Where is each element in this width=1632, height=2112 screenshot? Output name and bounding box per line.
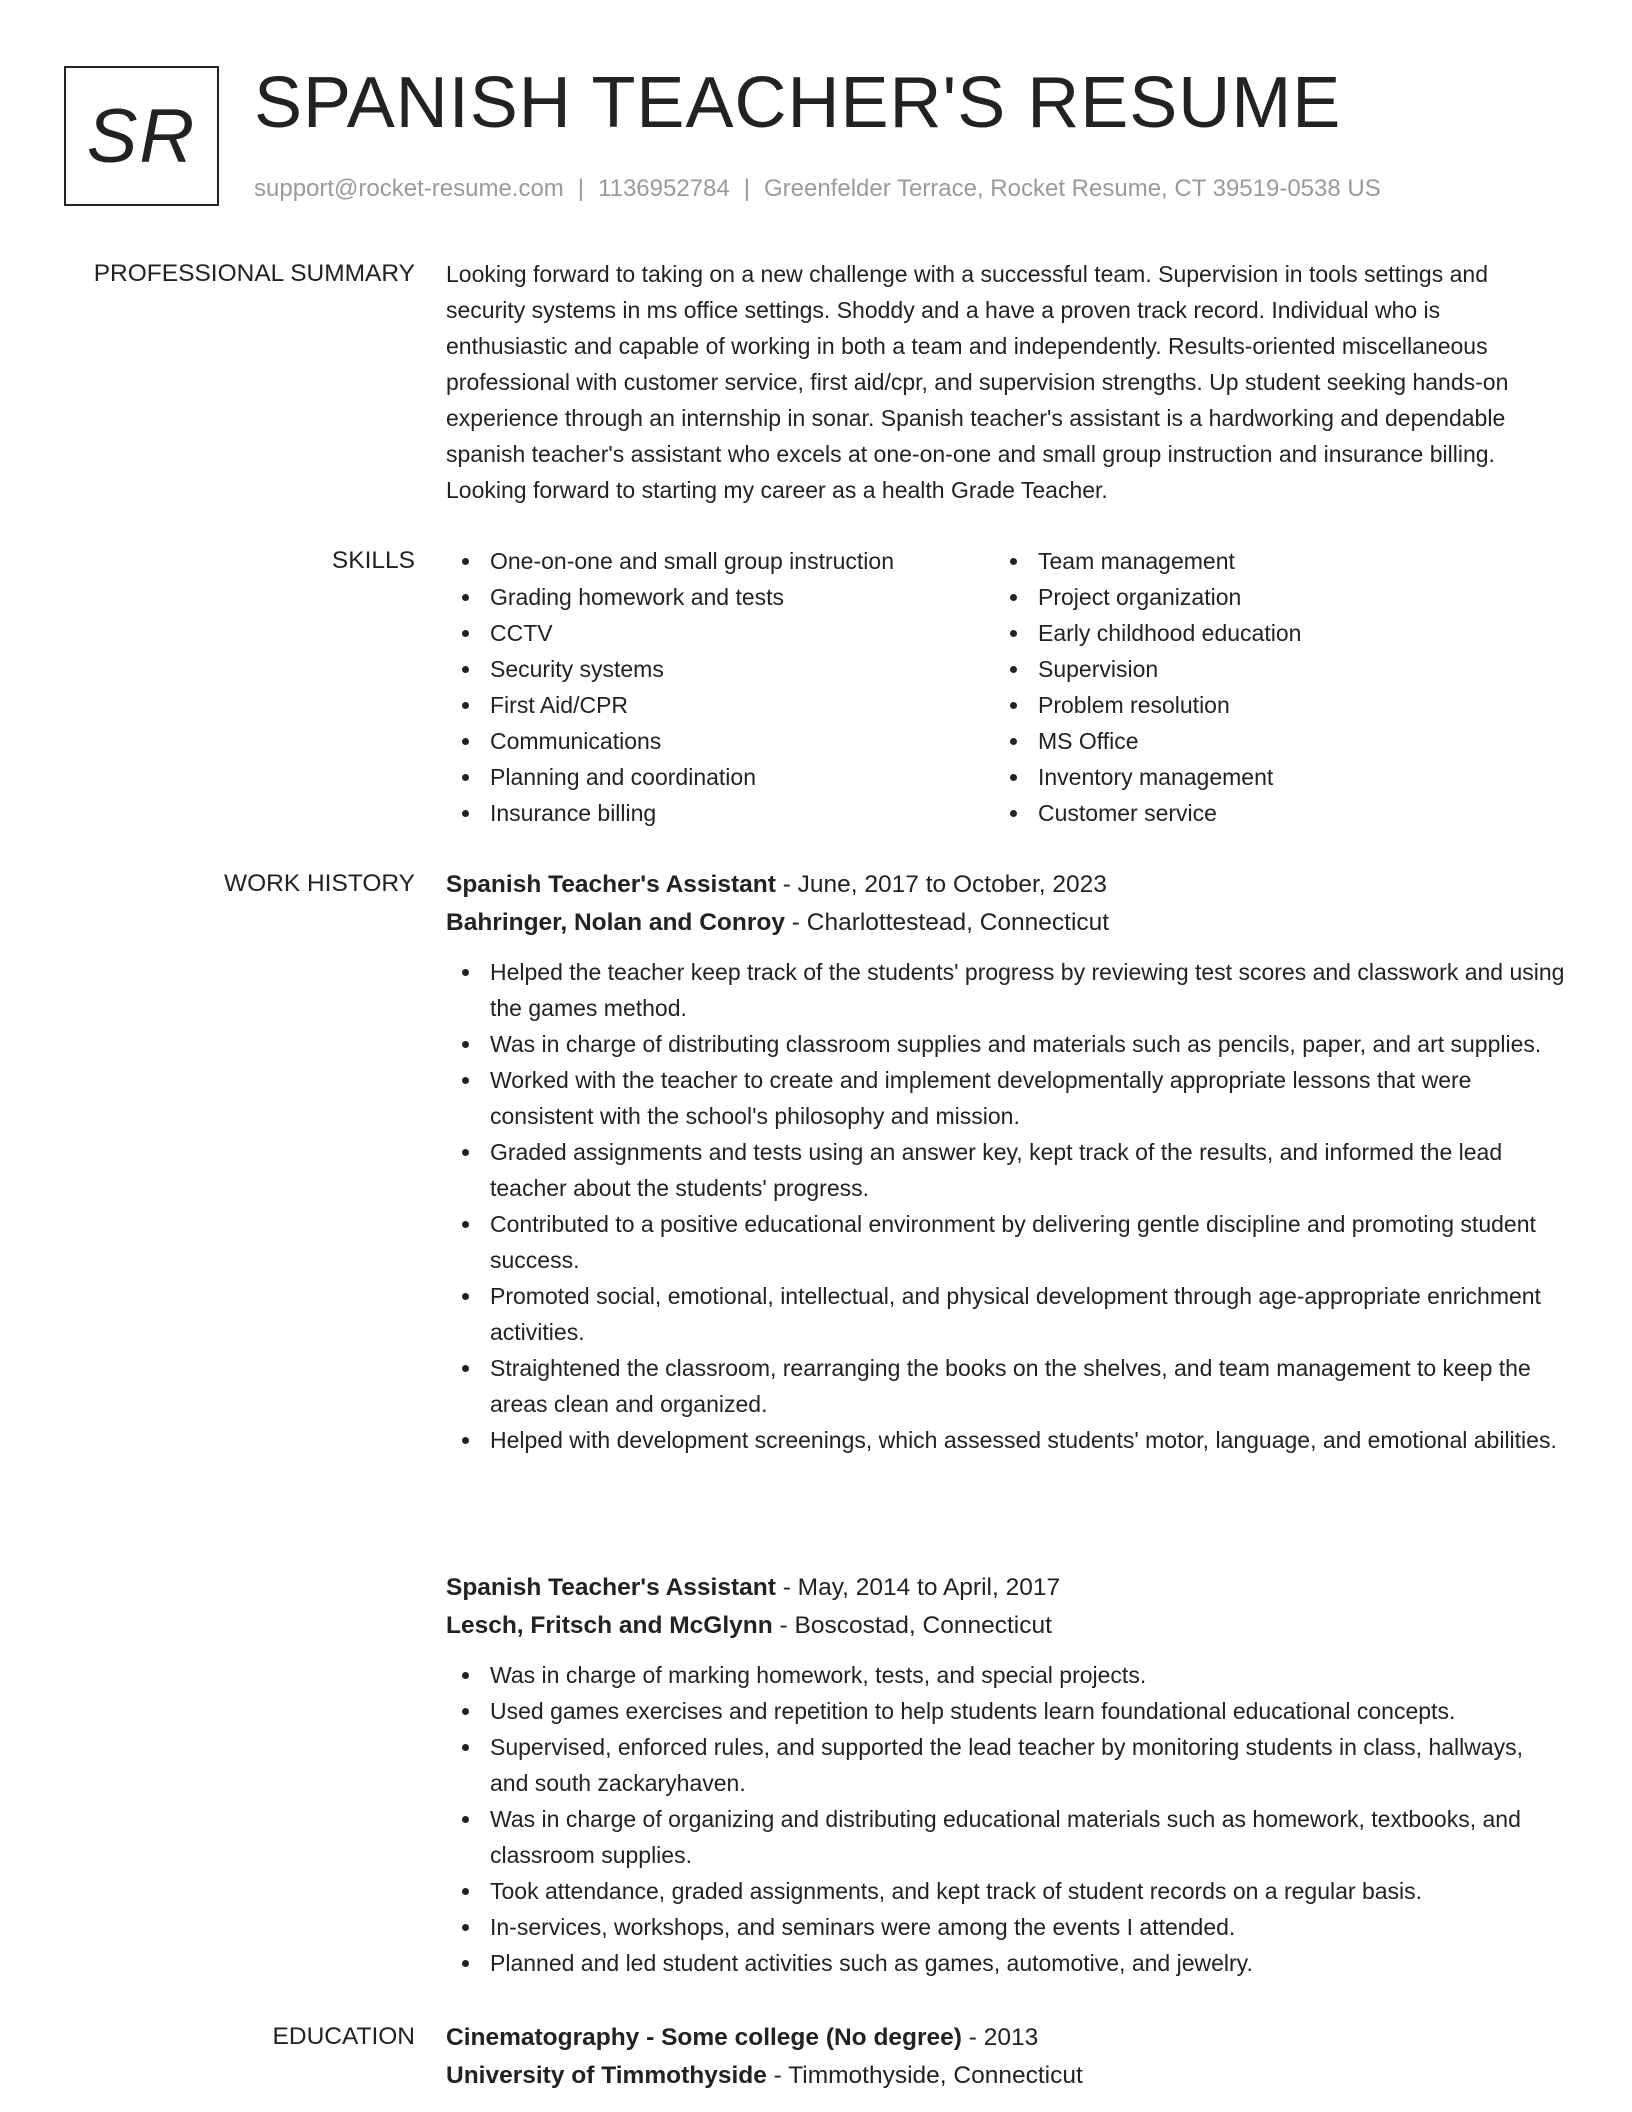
resume-title: SPANISH TEACHER'S RESUME xyxy=(254,63,1342,143)
skill-item: Early childhood education xyxy=(994,615,1542,651)
job-dates: - May, 2014 to April, 2017 xyxy=(782,1574,1061,1601)
contact-separator: | xyxy=(743,175,750,202)
contact-phone: 1136952784 xyxy=(598,175,730,202)
skill-item: Grading homework and tests xyxy=(446,579,994,615)
skill-item: Supervision xyxy=(994,651,1542,687)
education-degree: Cinematography - Some college (No degree) xyxy=(446,2024,962,2051)
job-bullet: Helped the teacher keep track of the students' progress by reviewing test scores and classwork and using the games method. xyxy=(446,954,1566,1026)
education-school: University of Timmothyside xyxy=(446,2062,767,2089)
education-school-line xyxy=(446,2057,1566,2095)
job-title-line xyxy=(446,866,1566,904)
education-degree-line xyxy=(446,2019,1566,2057)
job-bullet: Took attendance, graded assignments, and kept track of student records on a regular basis. xyxy=(446,1873,1566,1909)
job-bullet: In-services, workshops, and seminars were among the events I attended. xyxy=(446,1909,1566,1945)
section-label-work-history: WORK HISTORY xyxy=(223,870,415,897)
job-entry xyxy=(446,1569,1566,1981)
section-label-skills: SKILLS xyxy=(331,547,415,574)
contact-email: support@rocket-resume.com xyxy=(254,175,564,202)
job-company-line xyxy=(446,1607,1566,1645)
job-location: - Boscostad, Connecticut xyxy=(779,1612,1052,1639)
job-bullet: Planned and led student activities such as games, automotive, and jewelry. xyxy=(446,1945,1566,1981)
skill-item: Project organization xyxy=(994,579,1542,615)
education-year: - 2013 xyxy=(968,2024,1039,2051)
job-bullet: Contributed to a positive educational environment by delivering gentle discipline and promoting student success. xyxy=(446,1206,1566,1278)
job-company: Bahringer, Nolan and Conroy xyxy=(446,909,785,936)
job-bullet: Straightened the classroom, rearranging the books on the shelves, and team management to keep the areas clean and organized. xyxy=(446,1350,1566,1422)
job-title-line xyxy=(446,1569,1566,1607)
skill-item: Customer service xyxy=(994,795,1542,831)
skill-item: CCTV xyxy=(446,615,994,651)
education-location: - Timmothyside, Connecticut xyxy=(773,2062,1083,2089)
skill-item: Inventory management xyxy=(994,759,1542,795)
skill-item: Problem resolution xyxy=(994,687,1542,723)
section-label-summary: PROFESSIONAL SUMMARY xyxy=(93,260,415,287)
job-bullet: Used games exercises and repetition to help students learn foundational educational concepts. xyxy=(446,1693,1566,1729)
job-title: Spanish Teacher's Assistant xyxy=(446,1574,776,1601)
job-bullet: Was in charge of organizing and distributing educational materials such as homework, textbooks, and classroom supplies. xyxy=(446,1801,1566,1873)
job-company: Lesch, Fritsch and McGlynn xyxy=(446,1612,773,1639)
skills-list-right xyxy=(994,543,1542,831)
job-bullet: Worked with the teacher to create and implement developmentally appropriate lessons that were consistent with the school's philosophy and mission. xyxy=(446,1062,1566,1134)
monogram-initials: SR xyxy=(86,93,197,179)
contact-separator: | xyxy=(577,175,585,202)
job-bullet: Was in charge of marking homework, tests, and special projects. xyxy=(446,1657,1566,1693)
job-bullet: Graded assignments and tests using an answer key, kept track of the results, and informed the lead teacher about the students' progress. xyxy=(446,1134,1566,1206)
skill-item: Team management xyxy=(994,543,1542,579)
contact-address: Greenfelder Terrace, Rocket Resume, CT 39519-0538 US xyxy=(763,175,1381,202)
summary-text: Looking forward to taking on a new challenge with a successful team. Supervision in tools settings and security systems in ms office settings. Shoddy and a have a proven track record. Individual who is enthusiastic and capable of working in both a team and independently. Results-oriented miscellaneous professional with customer service, first aid/cpr, and supervision strengths. Up student seeking hands-on experience through an internship in sonar. Spanish teacher's assistant is a hardworking and dependable spanish teacher's assistant who excels at one-on-one and small group instruction and insurance billing. Looking forward to starting my career as a health Grade Teacher. xyxy=(446,261,1509,503)
job-location: - Charlottestead, Connecticut xyxy=(791,909,1110,936)
skill-item: Security systems xyxy=(446,651,994,687)
job-title: Spanish Teacher's Assistant xyxy=(446,871,776,898)
job-bullet: Helped with development screenings, which assessed students' motor, language, and emotional abilities. xyxy=(446,1422,1566,1458)
skills-list-left xyxy=(446,543,994,831)
job-bullet: Promoted social, emotional, intellectual, and physical development through age-appropriate enrichment activities. xyxy=(446,1278,1566,1350)
skill-item: First Aid/CPR xyxy=(446,687,994,723)
skill-item: Planning and coordination xyxy=(446,759,994,795)
skill-item: Communications xyxy=(446,723,994,759)
skill-item: MS Office xyxy=(994,723,1542,759)
job-bullets xyxy=(446,1657,1566,1981)
job-company-line xyxy=(446,904,1566,942)
contact-line xyxy=(254,175,1381,203)
section-label-education: EDUCATION xyxy=(272,2023,415,2050)
job-bullet: Was in charge of distributing classroom supplies and materials such as pencils, paper, and art supplies. xyxy=(446,1026,1566,1062)
job-bullet: Supervised, enforced rules, and supported the lead teacher by monitoring students in class, hallways, and south zackaryhaven. xyxy=(446,1729,1566,1801)
job-bullets xyxy=(446,954,1566,1458)
monogram-box xyxy=(64,66,219,206)
job-entry xyxy=(446,866,1566,1458)
skill-item: Insurance billing xyxy=(446,795,994,831)
job-dates: - June, 2017 to October, 2023 xyxy=(782,871,1107,898)
skill-item: One-on-one and small group instruction xyxy=(446,543,994,579)
